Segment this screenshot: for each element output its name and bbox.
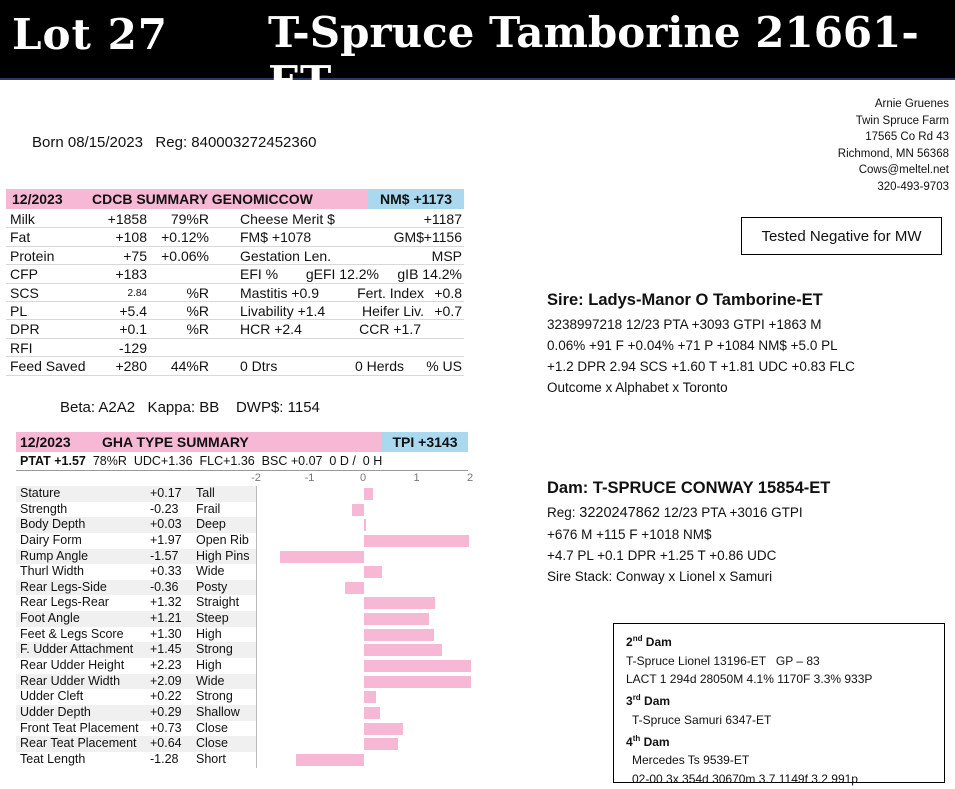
summary-cell: GM$ <box>393 229 424 246</box>
trait-bar <box>364 613 429 625</box>
trait-bar-cell <box>256 721 470 737</box>
owner-contact <box>838 96 949 195</box>
trait-descriptor: High <box>196 658 222 673</box>
trait-name: Front Teat Placement <box>20 720 139 735</box>
trait-row <box>16 580 470 596</box>
trait-row <box>16 611 470 627</box>
trait-row <box>16 752 470 768</box>
trait-descriptor: High <box>196 626 222 641</box>
sire-line: Outcome x Alphabet x Toronto <box>547 380 728 395</box>
summary-cell: +0.7 <box>434 302 462 319</box>
trait-bar-cell <box>256 689 470 705</box>
summary-cell: +183 <box>115 266 147 283</box>
summary-cell: Gestation Len. <box>240 247 332 264</box>
summary-cell: 44%R <box>170 358 209 375</box>
trait-name: Strength <box>20 501 68 516</box>
summary-cell: Mastitis +0.9 <box>240 284 319 301</box>
trait-value: +2.23 <box>150 658 182 673</box>
trait-name: Feet & Legs Score <box>20 626 124 641</box>
summary-cell: Protein <box>10 247 55 264</box>
trait-name: Rear Teat Placement <box>20 736 137 751</box>
summary-row <box>6 247 464 265</box>
summary-cell: %R <box>186 321 209 338</box>
ptat-value: PTAT +1.57 <box>20 454 86 468</box>
summary-row <box>6 265 464 283</box>
summary-cell: FM$ +1078 <box>240 229 312 246</box>
trait-row <box>16 674 470 690</box>
trait-name: Foot Angle <box>20 611 80 626</box>
summary-row <box>6 320 464 338</box>
trait-value: +0.73 <box>150 720 182 735</box>
trait-bar-cell <box>256 486 470 502</box>
summary-cell: Heifer Liv. <box>362 302 424 319</box>
summary-cell: MSP <box>431 247 462 264</box>
trait-bar-cell <box>256 549 470 565</box>
sire-line: 0.06% +91 F +0.04% +71 P +1084 NM$ +5.0 PL <box>547 338 838 353</box>
trait-bar <box>364 660 471 672</box>
trait-descriptor: Steep <box>196 611 229 626</box>
summary-cell: +0.8 <box>434 284 462 301</box>
trait-value: +0.22 <box>150 689 182 704</box>
trait-descriptor: Deep <box>196 517 226 532</box>
summary-cell: +1156 <box>423 229 462 246</box>
trait-bar <box>345 582 364 594</box>
owner-name: Arnie Gruenes <box>874 98 949 110</box>
trait-value: +0.17 <box>150 486 182 500</box>
trait-descriptor: Wide <box>196 564 225 579</box>
trait-bar <box>364 676 471 688</box>
summary-cell: CCR +1.7 <box>359 321 421 338</box>
trait-bar-cell <box>256 658 470 674</box>
axis-tick-label: -2 <box>251 472 261 484</box>
trait-name: Rear Legs-Rear <box>20 595 109 610</box>
trait-row <box>16 689 470 705</box>
trait-bar-cell <box>256 736 470 752</box>
trait-bar <box>364 707 380 719</box>
summary-cell: HCR +2.4 <box>240 321 302 338</box>
fourth-dam-record: 02-00 3x 354d 30670m 3.7 1149f 3.2 991p <box>632 771 858 786</box>
trait-row <box>16 721 470 737</box>
summary-cell: +0.12% <box>161 229 209 246</box>
summary-nm: NM$ +1173 <box>368 189 464 209</box>
trait-bar <box>364 597 435 609</box>
trait-value: +0.03 <box>150 517 182 532</box>
dam-line: Sire Stack: Conway x Lionel x Samuri <box>547 569 773 584</box>
summary-table <box>6 210 464 376</box>
farm-name: Twin Spruce Farm <box>855 114 949 127</box>
dam-title: Dam: T-SPRUCE CONWAY 15854-ET <box>547 479 831 497</box>
summary-cell: SCS <box>10 284 39 301</box>
trait-value: +0.33 <box>150 564 182 579</box>
owner-address: 17565 Co Rd 43 <box>865 131 949 143</box>
type-trait-table <box>16 486 470 768</box>
trait-descriptor: Wide <box>196 673 225 688</box>
summary-row <box>6 210 464 228</box>
trait-bar-cell <box>256 580 470 596</box>
trait-row <box>16 627 470 643</box>
trait-bar <box>364 738 398 750</box>
trait-value: -0.23 <box>150 501 179 516</box>
summary-cell: 79%R <box>170 211 209 227</box>
trait-value: +2.09 <box>150 673 182 688</box>
summary-cell: Livability +1.4 <box>240 302 326 319</box>
trait-name: Rear Udder Width <box>20 673 121 688</box>
dam-line: +676 M +115 F +1018 NM$ <box>547 527 712 542</box>
summary-row <box>6 302 464 320</box>
trait-name: Thurl Width <box>20 564 84 579</box>
summary-date: 12/2023 <box>6 189 80 209</box>
trait-row <box>16 517 470 533</box>
fourth-dam-label: 4th Dam <box>626 733 670 749</box>
summary-cell: gEFI 12.2% <box>305 266 379 283</box>
trait-name: Dairy Form <box>20 532 82 547</box>
trait-name: Body Depth <box>20 517 86 532</box>
ptat-details: 78%R UDC+1.36 FLC+1.36 BSC +0.07 0 D / 0 H <box>92 454 383 468</box>
trait-name: F. Udder Attachment <box>20 642 134 657</box>
summary-title: CDCB SUMMARY GENOMICCOW <box>80 189 368 209</box>
trait-bar-cell <box>256 611 470 627</box>
second-dam-name: T-Spruce Lionel 13196-ET GP – 83 <box>626 653 820 668</box>
trait-descriptor: Shallow <box>196 704 240 719</box>
trait-bar-cell <box>256 642 470 658</box>
sire-title: Sire: Ladys-Manor O Tamborine-ET <box>547 291 823 309</box>
trait-bar <box>280 551 364 563</box>
trait-descriptor: Close <box>196 720 228 735</box>
trait-bar-cell <box>256 564 470 580</box>
lot-number: Lot 27 <box>12 10 169 59</box>
third-dam-name: T-Spruce Samuri 6347-ET <box>632 712 772 727</box>
summary-cell: +108 <box>115 229 147 246</box>
trait-row <box>16 486 470 502</box>
type-tpi: TPI +3143 <box>382 432 468 452</box>
dam-reg-number: 3220247862 <box>579 505 660 521</box>
summary-row <box>6 228 464 246</box>
trait-row <box>16 549 470 565</box>
trait-name: Rear Udder Height <box>20 658 125 673</box>
trait-value: -1.28 <box>150 751 179 766</box>
trait-value: +1.97 <box>150 532 182 547</box>
trait-name: Udder Cleft <box>20 689 84 704</box>
trait-bar-cell <box>256 752 470 768</box>
summary-cell: Fat <box>10 229 31 246</box>
trait-descriptor: High Pins <box>196 548 250 563</box>
summary-cell: CFP <box>10 266 38 283</box>
summary-row <box>6 357 464 375</box>
trait-bar-cell <box>256 533 470 549</box>
summary-row <box>6 284 464 302</box>
trait-name: Rump Angle <box>20 548 89 563</box>
axis-tick-label: 1 <box>413 472 420 484</box>
summary-cell: PL <box>10 302 28 319</box>
third-dam-label: 3rd Dam <box>626 693 671 709</box>
owner-email: Cows@meltel.net <box>858 164 949 176</box>
sire-line: 3238997218 12/23 PTA +3093 GTPI +1863 M <box>547 317 822 332</box>
owner-phone: 320-493-9703 <box>877 180 949 193</box>
trait-descriptor: Straight <box>196 595 240 610</box>
sire-line: +1.2 DPR 2.94 SCS +1.60 T +1.81 UDC +0.83 FLC <box>547 359 855 374</box>
beta-kappa-line: Beta: A2A2 Kappa: BB DWP$: 1154 <box>60 399 320 416</box>
trait-row <box>16 736 470 752</box>
trait-bar <box>364 629 434 641</box>
summary-cell: -129 <box>118 339 147 356</box>
summary-cell: %R <box>186 302 209 319</box>
fourth-dam-name: Mercedes Ts 9539-ET <box>632 753 750 768</box>
summary-cell: Cheese Merit $ <box>240 211 335 227</box>
dam-reg-prefix: Reg: <box>547 505 580 520</box>
trait-name: Rear Legs-Side <box>20 579 107 594</box>
pedigree-box <box>613 623 945 786</box>
trait-descriptor: Posty <box>196 579 228 594</box>
summary-row <box>6 339 464 357</box>
summary-cell: +0.06% <box>161 247 209 264</box>
trait-descriptor: Short <box>196 751 226 766</box>
summary-cell: +0.1 <box>119 321 147 338</box>
axis-tick-label: 2 <box>466 472 474 484</box>
axis-tick-label: -1 <box>304 472 315 484</box>
trait-bar <box>352 504 364 516</box>
ptat-line <box>20 454 382 468</box>
trait-descriptor: Open Rib <box>196 532 249 547</box>
summary-cell: EFI % <box>240 266 279 283</box>
born-registration: Born 08/15/2023 Reg: 840003272452360 <box>32 134 317 151</box>
summary-cell: gIB 14.2% <box>397 266 462 283</box>
trait-descriptor: Strong <box>196 642 233 657</box>
trait-value: +1.30 <box>150 626 182 641</box>
divider <box>16 470 468 471</box>
trait-name: Stature <box>20 486 61 500</box>
type-axis <box>251 472 474 486</box>
summary-cell: Fert. Index <box>357 284 424 301</box>
trait-bar-cell <box>256 705 470 721</box>
summary-cell: 2.84 <box>127 287 147 299</box>
trait-value: +0.64 <box>150 736 182 751</box>
trait-row <box>16 642 470 658</box>
trait-bar-cell <box>256 595 470 611</box>
summary-cell: DPR <box>10 321 40 338</box>
summary-cell: +1858 <box>107 211 147 227</box>
trait-bar <box>364 566 382 578</box>
owner-city: Richmond, MN 56368 <box>837 147 949 160</box>
trait-value: -0.36 <box>150 579 179 594</box>
summary-cell: +280 <box>115 358 147 375</box>
trait-row <box>16 502 470 518</box>
trait-bar <box>364 691 376 703</box>
summary-cell: +75 <box>123 247 147 264</box>
trait-descriptor: Strong <box>196 689 233 704</box>
trait-bar-cell <box>256 517 470 533</box>
trait-value: -1.57 <box>150 548 179 563</box>
sire-block <box>547 290 855 398</box>
trait-bar <box>296 754 364 766</box>
summary-cell: %R <box>186 284 209 301</box>
axis-tick-label: 0 <box>359 472 367 484</box>
trait-row <box>16 705 470 721</box>
trait-bar-cell <box>256 502 470 518</box>
summary-cell: RFI <box>10 339 33 356</box>
trait-bar <box>364 535 469 547</box>
summary-cell: +1187 <box>423 211 462 227</box>
dam-reg-suffix: 12/23 PTA +3016 GTPI <box>659 505 803 520</box>
mw-test-box: Tested Negative for MW <box>741 217 942 255</box>
trait-row <box>16 533 470 549</box>
trait-value: +1.21 <box>150 611 182 626</box>
trait-descriptor: Frail <box>196 501 221 516</box>
dam-block <box>547 478 830 587</box>
trait-row <box>16 658 470 674</box>
summary-cell: Feed Saved <box>10 358 86 375</box>
animal-name: T-Spruce Tamborine 21661-ET <box>268 8 919 106</box>
summary-cell: Milk <box>10 211 35 227</box>
type-date: 12/2023 <box>16 432 94 452</box>
second-dam-record: LACT 1 294d 28050M 4.1% 1170F 3.3% 933P <box>626 672 873 687</box>
type-title: GHA TYPE SUMMARY <box>94 432 382 452</box>
trait-bar <box>364 644 442 656</box>
trait-bar <box>364 519 366 531</box>
trait-bar <box>364 488 373 500</box>
trait-name: Udder Depth <box>20 704 91 719</box>
summary-cell: 0 Dtrs <box>240 358 278 375</box>
trait-bar-cell <box>256 627 470 643</box>
trait-value: +1.45 <box>150 642 182 657</box>
second-dam-label: 2nd Dam <box>626 634 672 649</box>
trait-bar <box>364 723 403 735</box>
dam-reg-line <box>547 502 830 524</box>
trait-value: +1.32 <box>150 595 182 610</box>
trait-descriptor: Close <box>196 736 228 751</box>
trait-row <box>16 595 470 611</box>
summary-cell: 0 Herds <box>354 358 404 375</box>
trait-row <box>16 564 470 580</box>
dam-line: +4.7 PL +0.1 DPR +1.25 T +0.86 UDC <box>547 548 777 563</box>
trait-name: Teat Length <box>20 751 86 766</box>
summary-cell: +5.4 <box>119 302 147 319</box>
trait-value: +0.29 <box>150 704 182 719</box>
summary-cell: % US <box>426 358 462 375</box>
trait-descriptor: Tall <box>196 486 215 500</box>
trait-bar-cell <box>256 674 470 690</box>
